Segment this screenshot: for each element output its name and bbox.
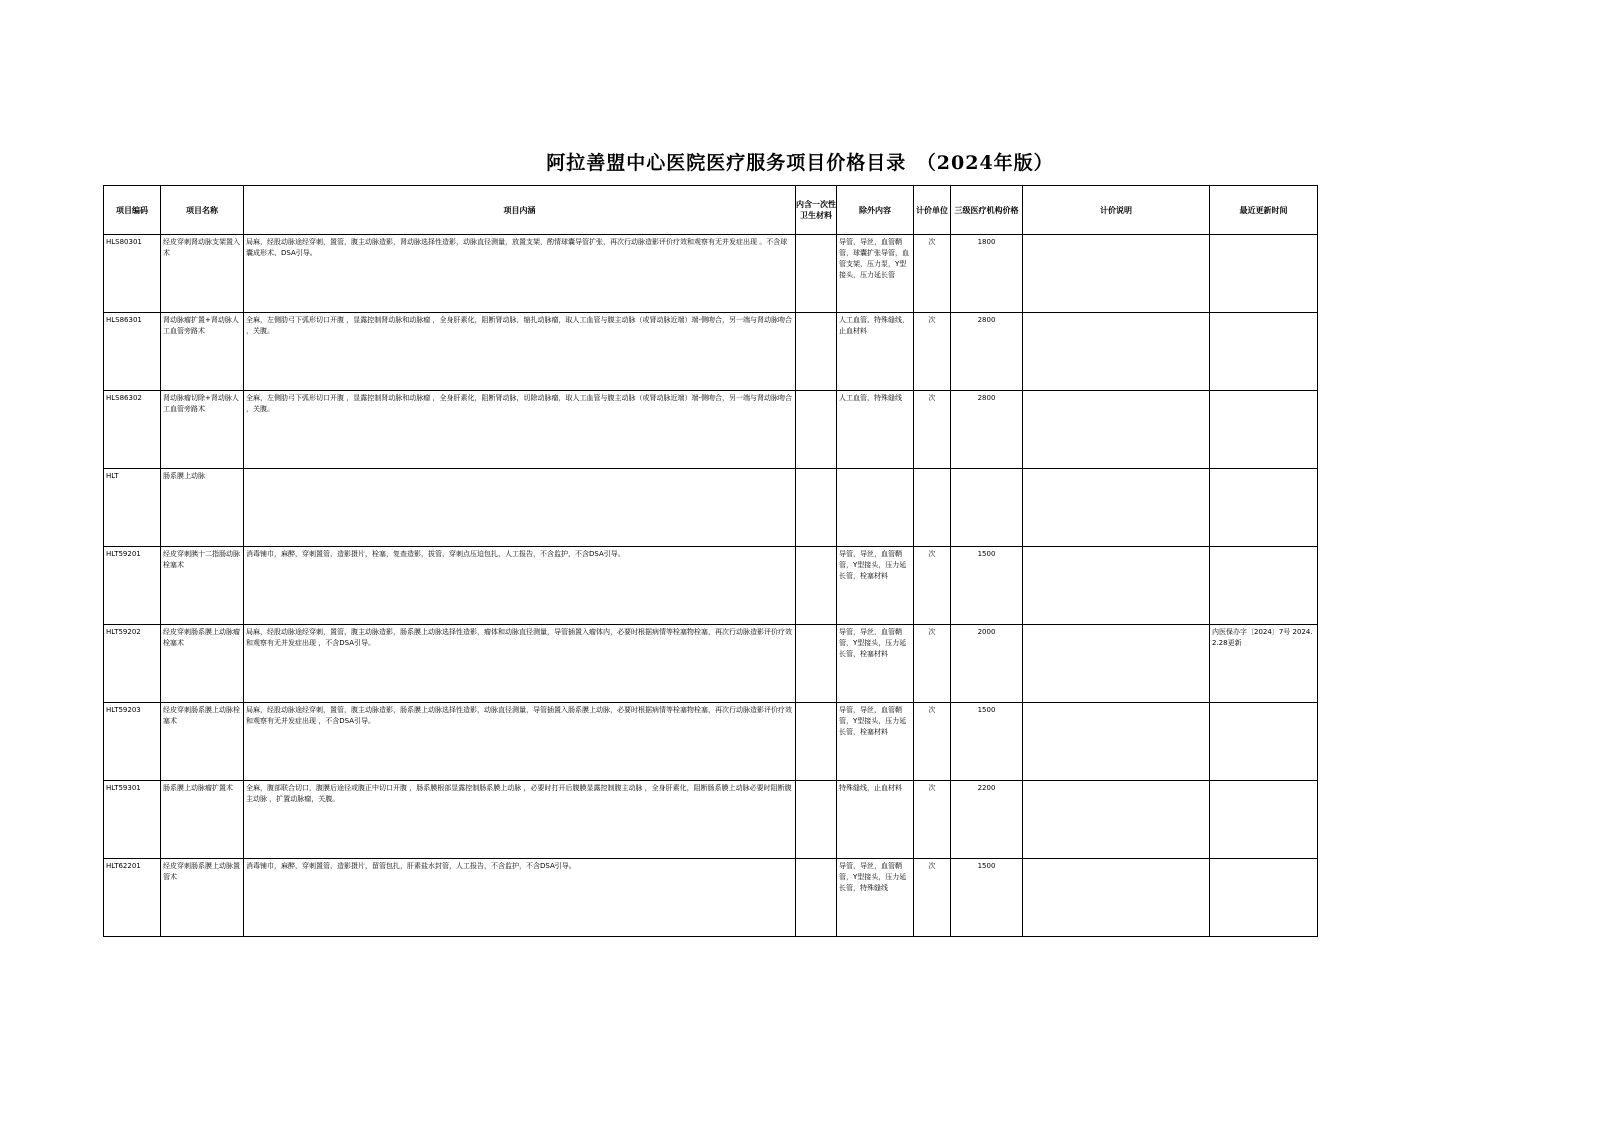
cell-material [796, 781, 837, 859]
cell-price: 2000 [951, 625, 1023, 703]
cell-code: HLT [104, 469, 161, 547]
cell-material [796, 469, 837, 547]
column-header-unit: 计价单位 [914, 186, 951, 235]
cell-material [796, 859, 837, 937]
cell-update [1210, 547, 1318, 625]
cell-note [1023, 469, 1210, 547]
cell-content: 全麻，左侧肋弓下弧形切口开腹 ，显露控制肾动脉和动脉瘤 ，全身肝素化，阻断肾动脉，切除动脉瘤，取人工血管与腹主动脉（或肾动脉近端）端-侧吻合，另一端与肾动脉吻合 ，关腹。 [244, 391, 796, 469]
cell-name: 肠系膜上动脉 [161, 469, 244, 547]
cell-exclude: 导管，导丝，血管鞘管，Y型接头，压力延长管，栓塞材料 [837, 703, 914, 781]
cell-note [1023, 547, 1210, 625]
table-row [104, 469, 1318, 547]
cell-name: 肾动脉瘤切除+肾动脉人工血管旁路术 [161, 391, 244, 469]
cell-content: 消毒铺巾，麻醉，穿刺置管，造影摄片，栓塞，复查造影，拔管，穿刺点压迫包扎，人工报告，不含监护，不含DSA引导。 [244, 547, 796, 625]
cell-update [1210, 391, 1318, 469]
cell-content: 局麻，经股动脉途经穿刺，置管，腹主动脉造影，肠系膜上动脉选择性造影，瘤体和动脉直径测量，导管插置入瘤体内，必要时根据病情等栓塞物栓塞，再次行动脉造影评价疗效和观察有无并发症出现 ，不含DSA引导。 [244, 625, 796, 703]
cell-note [1023, 625, 1210, 703]
cell-unit: 次 [914, 703, 951, 781]
cell-price: 1500 [951, 703, 1023, 781]
cell-price: 1500 [951, 859, 1023, 937]
cell-name: 肠系膜上动脉瘤扩置术 [161, 781, 244, 859]
column-header-update: 最近更新时间 [1210, 186, 1318, 235]
cell-update [1210, 235, 1318, 313]
cell-code: HLS86301 [104, 313, 161, 391]
cell-unit: 次 [914, 313, 951, 391]
cell-name: 经皮穿刺肠系膜上动脉瘤栓塞术 [161, 625, 244, 703]
cell-name: 肾动脉瘤扩置+肾动脉人工血管旁路术 [161, 313, 244, 391]
cell-code: HLT59202 [104, 625, 161, 703]
cell-exclude: 人工血管，特殊缝线 [837, 391, 914, 469]
cell-exclude [837, 469, 914, 547]
cell-name: 经皮穿刺胰十二指肠动脉栓塞术 [161, 547, 244, 625]
cell-note [1023, 391, 1210, 469]
table-row [104, 313, 1318, 391]
cell-unit: 次 [914, 781, 951, 859]
cell-content [244, 469, 796, 547]
cell-code: HLT59201 [104, 547, 161, 625]
cell-price [951, 469, 1023, 547]
cell-price: 1500 [951, 547, 1023, 625]
table-row [104, 235, 1318, 313]
cell-exclude: 导管，导丝，血管鞘管，Y型接头，压力延长管，特殊缝线 [837, 859, 914, 937]
cell-exclude: 导管，导丝，血管鞘管，球囊扩张导管，血管支架，压力泵，Y型接头，压力延长管 [837, 235, 914, 313]
cell-unit: 次 [914, 859, 951, 937]
cell-note [1023, 235, 1210, 313]
cell-name: 经皮穿刺肠系膜上动脉置管术 [161, 859, 244, 937]
cell-note [1023, 859, 1210, 937]
cell-update [1210, 703, 1318, 781]
table-row [104, 547, 1318, 625]
cell-content: 消毒铺巾，麻醉，穿刺置管，造影摄片，留管包扎，肝素盐水封管，人工报告，不含监护，不含DSA引导。 [244, 859, 796, 937]
column-header-material: 内含一次性卫生材料 [796, 186, 837, 235]
cell-update [1210, 781, 1318, 859]
cell-exclude: 导管，导丝，血管鞘管，Y型接头，压力延长管，栓塞材料 [837, 625, 914, 703]
cell-note [1023, 313, 1210, 391]
cell-name: 经皮穿刺肠系膜上动脉栓塞术 [161, 703, 244, 781]
cell-code: HLS86302 [104, 391, 161, 469]
table-row [104, 391, 1318, 469]
cell-unit [914, 469, 951, 547]
cell-content: 局麻，经股动脉途经穿刺，置管，腹主动脉造影，肾动脉选择性造影，动脉直径测量，放置支架，酌情球囊导管扩张，再次行动脉造影评价疗效和观察有无并发症出现 。不含球囊成形术、DSA引导。 [244, 235, 796, 313]
column-header-price: 三级医疗机构价格 [951, 186, 1023, 235]
cell-material [796, 313, 837, 391]
cell-material [796, 391, 837, 469]
cell-price: 2800 [951, 313, 1023, 391]
cell-update [1210, 859, 1318, 937]
table-header-row [104, 186, 1318, 235]
cell-code: HLT59301 [104, 781, 161, 859]
column-header-exclude: 除外内容 [837, 186, 914, 235]
cell-update: 内医保办字〔2024〕7号 2024.2.28更新 [1210, 625, 1318, 703]
cell-update [1210, 469, 1318, 547]
table-row [104, 625, 1318, 703]
cell-exclude: 人工血管，特殊缝线，止血材料 [837, 313, 914, 391]
cell-exclude: 导管，导丝，血管鞘管，Y型接头，压力延长管，栓塞材料 [837, 547, 914, 625]
price-table [103, 185, 1318, 937]
cell-material [796, 547, 837, 625]
column-header-content: 项目内涵 [244, 186, 796, 235]
cell-update [1210, 313, 1318, 391]
cell-unit: 次 [914, 391, 951, 469]
table-row [104, 703, 1318, 781]
cell-content: 全麻，腹部联合切口，腹膜后途径或腹正中切口开腹 ，肠系膜根部显露控制肠系膜上动脉 ，必要时打开后腹膜显露控制腹主动脉 ，全身肝素化，阻断肠系膜上动脉必要时阻断腹主动脉 ，扩置动脉瘤，关腹。 [244, 781, 796, 859]
cell-material [796, 235, 837, 313]
cell-name: 经皮穿刺肾动脉支架置入术 [161, 235, 244, 313]
table-row [104, 781, 1318, 859]
cell-unit: 次 [914, 235, 951, 313]
cell-price: 1800 [951, 235, 1023, 313]
cell-price: 2800 [951, 391, 1023, 469]
column-header-note: 计价说明 [1023, 186, 1210, 235]
cell-content: 全麻，左侧肋弓下弧形切口开腹 ，显露控制肾动脉和动脉瘤 ，全身肝素化，阻断肾动脉，缩扎动脉瘤，取人工血管与腹主动脉（或肾动脉近端）端-侧吻合，另一端与肾动脉吻合 ，关腹。 [244, 313, 796, 391]
column-header-code: 项目编码 [104, 186, 161, 235]
column-header-name: 项目名称 [161, 186, 244, 235]
cell-material [796, 703, 837, 781]
cell-code: HLS80301 [104, 235, 161, 313]
cell-code: HLT59203 [104, 703, 161, 781]
cell-material [796, 625, 837, 703]
cell-exclude: 特殊缝线，止血材料 [837, 781, 914, 859]
cell-note [1023, 703, 1210, 781]
cell-unit: 次 [914, 625, 951, 703]
cell-price: 2200 [951, 781, 1023, 859]
table-row [104, 859, 1318, 937]
cell-content: 局麻，经股动脉途经穿刺，置管，腹主动脉造影，肠系膜上动脉选择性造影，动脉直径测量，导管插置入肠系膜上动脉，必要时根据病情等栓塞物栓塞，再次行动脉造影评价疗效和观察有无并发症出现 ，不含DSA引导。 [244, 703, 796, 781]
page-title: 阿拉善盟中心医院医疗服务项目价格目录 （2024年版） [546, 152, 1054, 174]
cell-unit: 次 [914, 547, 951, 625]
cell-note [1023, 781, 1210, 859]
cell-code: HLT62201 [104, 859, 161, 937]
